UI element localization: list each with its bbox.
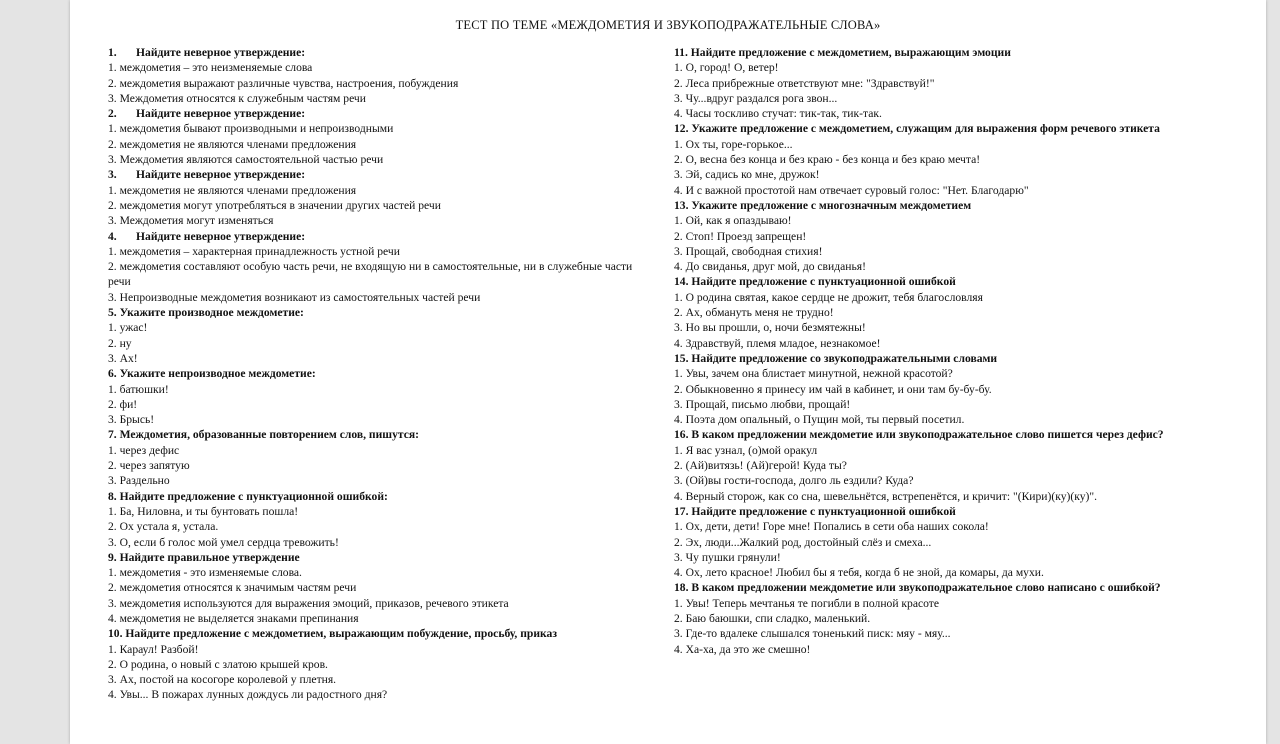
left-column [108, 45, 643, 703]
question-title [108, 45, 643, 60]
question-title-text: 15. Найдите предложение со звукоподражательными словами [674, 351, 998, 365]
answer-option: 4. Ох, лето красное! Любил бы я тебя, когда б не зной, да комары, да мухи. [674, 566, 1044, 580]
question-title-text: 18. В каком предложении междометие или звукоподражательное слово написано с ошибкой? [674, 581, 1161, 595]
answer-option: 2. Стоп! Проезд запрещен! [674, 229, 807, 243]
question-title-text: 14. Найдите предложение с пунктуационной ошибкой [674, 275, 956, 289]
question-title-text: 13. Укажите предложение с многозначным междометием [674, 198, 972, 212]
answer-option: 2. междометия составляют особую часть речи, не входящую ни в самостоятельные, ни в служебные части речи [108, 260, 633, 289]
answer-option: 1. Ох, дети, дети! Горе мне! Попались в сети оба наших сокола! [674, 520, 989, 534]
answer-option: 4. До свиданья, друг мой, до свиданья! [674, 260, 866, 274]
answer-option: 3. Раздельно [108, 474, 170, 488]
answer-option: 2. Ах, обмануть меня не трудно! [674, 306, 834, 320]
answer-option: 1. междометия – это неизменяемые слова [108, 61, 313, 75]
question-title [108, 167, 643, 182]
question-title [674, 427, 1244, 442]
answer-option: 1. батюшки! [108, 382, 169, 396]
answer-option: 4. Верный сторож, как со сна, шевельнётся, встрепенётся, и кричит: "(Кири)(ку)(ку)". [674, 489, 1097, 503]
question-title-text: 6. Укажите непроизводное междометие: [108, 367, 316, 381]
question-block [674, 427, 1244, 503]
question-block [108, 489, 643, 550]
answer-option: 1. ужас! [108, 321, 148, 335]
question-block [108, 550, 643, 626]
question-title-text: 8. Найдите предложение с пунктуационной ошибкой: [108, 489, 388, 503]
answer-option: 3. О, если б голос мой умел сердца тревожить! [108, 535, 339, 549]
answer-option: 2. Ох устала я, устала. [108, 520, 219, 534]
question-block [674, 121, 1244, 197]
answer-option: 4. междометия не выделяется знаками препинания [108, 611, 359, 625]
question-title [108, 550, 643, 565]
answer-option: 3. Междометия относятся к служебным частям речи [108, 91, 366, 105]
question-title-text: 17. Найдите предложение с пунктуационной ошибкой [674, 504, 956, 518]
answer-option: 1. Увы! Теперь мечтанья те погибли в полной красоте [674, 596, 939, 610]
answer-option: 3. Эй, садись ко мне, дружок! [674, 168, 820, 182]
answer-option: 4. Поэта дом опальный, о Пущин мой, ты первый посетил. [674, 413, 965, 427]
answer-option: 3. Междометия могут изменяться [108, 214, 274, 228]
answer-option: 1. О, город! О, ветер! [674, 61, 779, 75]
answer-option: 1. О родина святая, какое сердце не дрожит, тебя благословляя [674, 290, 983, 304]
answer-option: 4. Ха-ха, да это же смешно! [674, 642, 811, 656]
answer-option: 1. Ох ты, горе-горькое... [674, 137, 793, 151]
question-title [674, 580, 1244, 595]
answer-option: 2. (Ай)витязь! (Ай)герой! Куда ты? [674, 459, 847, 473]
answer-option: 1. Караул! Разбой! [108, 642, 199, 656]
answer-option: 3. Прощай, свободная стихия! [674, 244, 823, 258]
answer-option: 3. (Ой)вы гости-господа, долго ль ездили? Куда? [674, 474, 914, 488]
answer-option: 3. Прощай, письмо любви, прощай! [674, 397, 851, 411]
answer-option: 3. Чу...вдруг раздался рога звон... [674, 91, 838, 105]
answer-option: 4. Часы тоскливо стучат: тик-так, тик-так. [674, 107, 882, 121]
answer-option: 1. междометия не являются членами предложения [108, 183, 357, 197]
answer-option: 3. Непроизводные междометия возникают из самостоятельных частей речи [108, 290, 481, 304]
answer-option: 3. междометия используются для выражения эмоций, приказов, речевого этикета [108, 596, 509, 610]
question-number: 4. [108, 229, 117, 243]
question-block [674, 274, 1244, 350]
question-title-text: 16. В каком предложении междометие или звукоподражательное слово пишется через дефис? [674, 428, 1164, 442]
question-title [674, 274, 1244, 289]
answer-option: 2. Баю баюшки, спи сладко, маленький. [674, 611, 871, 625]
question-title [674, 45, 1244, 60]
question-title-text: 10. Найдите предложение с междометием, выражающим побуждение, просьбу, приказ [108, 627, 558, 641]
page-title: ТЕСТ ПО ТЕМЕ «МЕЖДОМЕТИЯ И ЗВУКОПОДРАЖАТЕЛЬНЫЕ СЛОВА» [455, 18, 881, 32]
answer-option: 2. О, весна без конца и без краю - без конца и без краю мечта! [674, 153, 981, 167]
question-block [108, 106, 643, 167]
question-title [674, 351, 1244, 366]
answer-option: 2. Эх, люди...Жалкий род, достойный слёз и смеха... [674, 535, 932, 549]
question-block [674, 198, 1244, 274]
question-block [674, 504, 1244, 580]
answer-option: 3. Чу пушки грянули! [674, 550, 781, 564]
question-title [108, 305, 643, 320]
question-title-text: 12. Укажите предложение с междометием, служащим для выражения форм речевого этикета [674, 122, 1160, 136]
answer-option: 2. ну [108, 336, 132, 350]
answer-option: 1. междометия - это изменяемые слова. [108, 566, 302, 580]
question-title-text: Найдите неверное утверждение: [136, 46, 306, 59]
question-number: 2. [108, 107, 117, 121]
question-block [108, 427, 643, 488]
answer-option: 1. междометия – характерная принадлежность устной речи [108, 244, 400, 258]
answer-option: 2. междометия относятся к значимым частям речи [108, 581, 357, 595]
question-title-text: Найдите неверное утверждение: [136, 168, 306, 182]
answer-option: 2. через запятую [108, 459, 190, 473]
answer-option: 1. через дефис [108, 443, 180, 457]
answer-option: 1. междометия бывают производными и непроизводными [108, 122, 394, 136]
question-title-text: Найдите неверное утверждение: [136, 107, 306, 121]
answer-option: 2. О родина, о новый с златою крышей кров. [108, 657, 328, 671]
answer-option: 2. Обыкновенно я принесу им чай в кабинет, и они там бу-бу-бу. [674, 382, 992, 396]
answer-option: 2. фи! [108, 397, 138, 411]
answer-option: 1. Увы, зачем она блистает минутной, нежной красотой? [674, 367, 953, 381]
answer-option: 4. Здравствуй, племя младое, незнакомое! [674, 336, 881, 350]
answer-option: 3. Ах! [108, 351, 138, 365]
question-title [674, 504, 1244, 519]
question-title [674, 121, 1244, 136]
question-title [108, 366, 643, 381]
answer-option: 4. И с важной простотой нам отвечает суровый голос: "Нет. Благодарю" [674, 183, 1029, 197]
answer-option: 3. Брысь! [108, 413, 155, 427]
answer-option: 1. Ба, Ниловна, и ты бунтовать пошла! [108, 504, 299, 518]
question-block [108, 45, 643, 106]
question-block [108, 305, 643, 366]
right-column [674, 45, 1244, 657]
question-block [108, 229, 643, 305]
question-title [108, 106, 643, 121]
answer-option: 4. Увы... В пожарах лунных дождусь ли радостного дня? [108, 688, 388, 702]
question-title [108, 427, 643, 442]
question-title [108, 626, 643, 641]
question-block [674, 580, 1244, 656]
question-block [674, 351, 1244, 427]
answer-option: 1. Ой, как я опаздываю! [674, 214, 792, 228]
question-title-text: 5. Укажите производное междометие: [108, 306, 304, 320]
question-number: 1. [108, 46, 117, 59]
question-block [674, 45, 1244, 121]
answer-option: 2. Леса прибрежные ответствуют мне: "Здравствуй!" [674, 76, 935, 90]
question-title-text: Найдите неверное утверждение: [136, 229, 306, 243]
question-number: 3. [108, 168, 117, 182]
answer-option: 3. Где-то вдалеке слышался тоненький писк: мяу - мяу... [674, 627, 951, 641]
question-title-text: 11. Найдите предложение с междометием, выражающим эмоции [674, 46, 1011, 59]
answer-option: 1. Я вас узнал, (о)мой оракул [674, 443, 818, 457]
question-title [108, 489, 643, 504]
question-title [674, 198, 1244, 213]
question-block [108, 167, 643, 228]
question-block [108, 626, 643, 702]
question-title [108, 229, 643, 244]
document-page [70, 0, 1266, 744]
question-block [108, 366, 643, 427]
question-title-text: 9. Найдите правильное утверждение [108, 550, 300, 564]
answer-option: 3. Ах, постой на косогоре королевой у плетня. [108, 673, 337, 687]
answer-option: 3. Междометия являются самостоятельной частью речи [108, 153, 384, 167]
question-title-text: 7. Междометия, образованные повторением слов, пишутся: [108, 428, 419, 442]
answer-option: 2. междометия могут употребляться в значении других частей речи [108, 198, 441, 212]
answer-option: 2. междометия выражают различные чувства, настроения, побуждения [108, 76, 459, 90]
answer-option: 3. Но вы прошли, о, ночи безмятежны! [674, 321, 866, 335]
answer-option: 2. междометия не являются членами предложения [108, 137, 357, 151]
